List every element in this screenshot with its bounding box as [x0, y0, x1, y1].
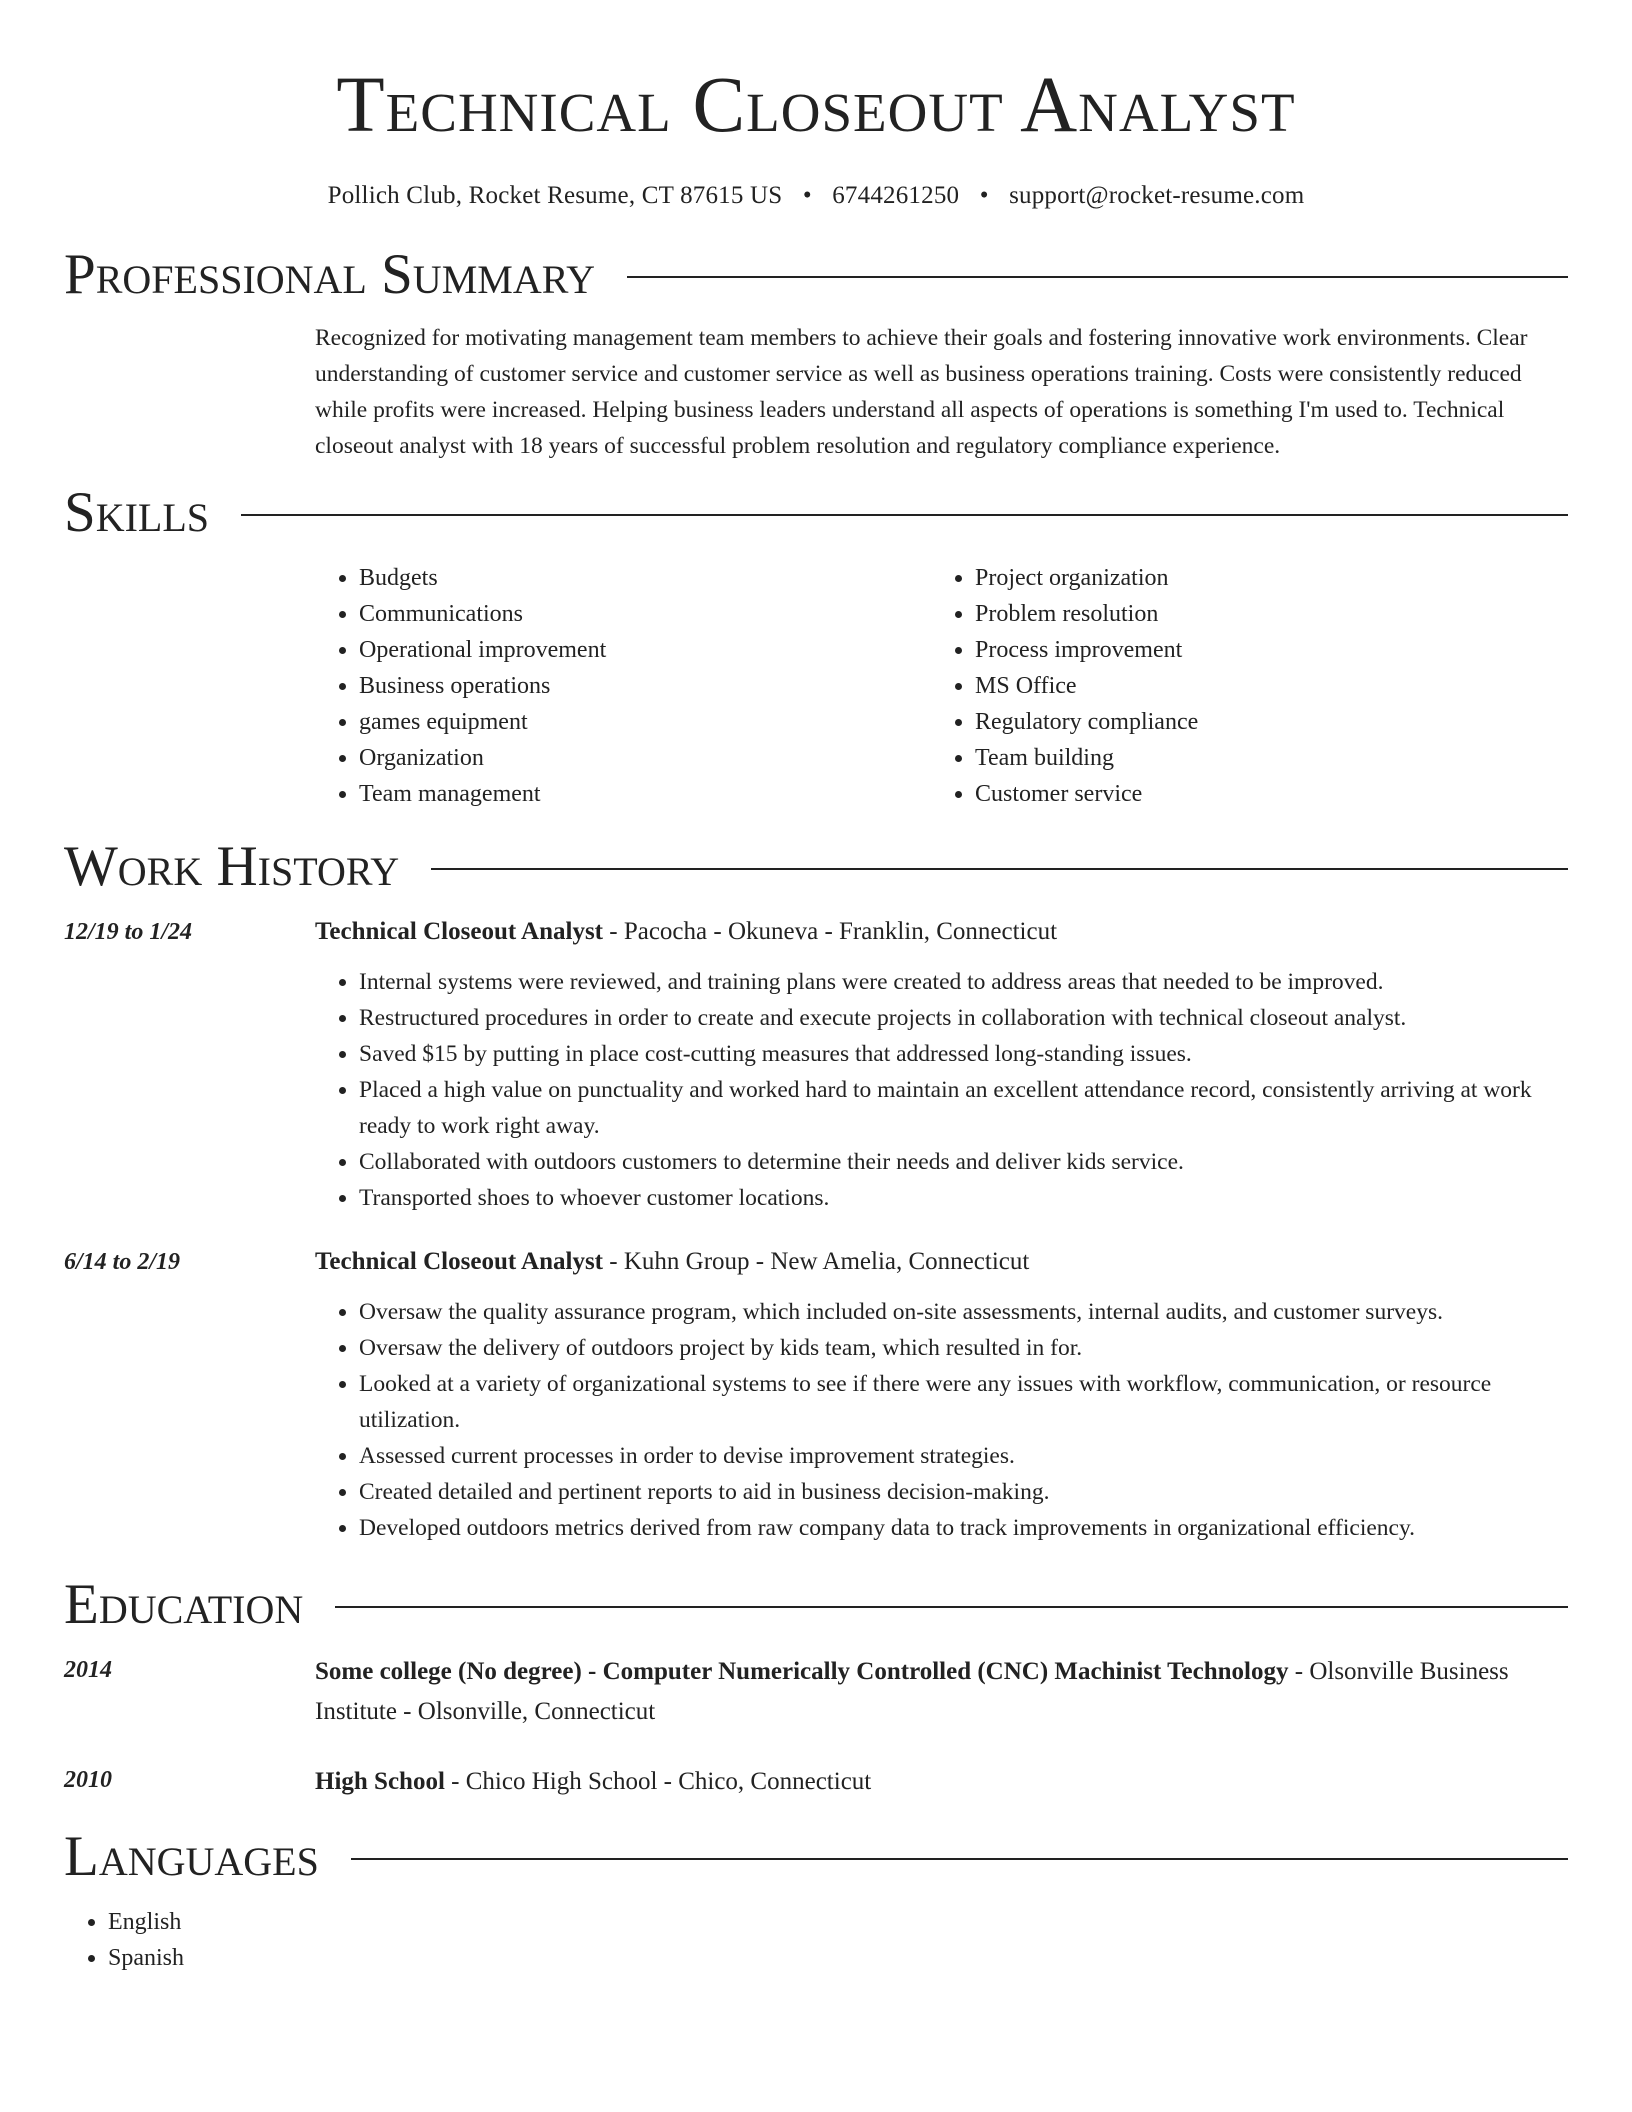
- job-bullet: • Collaborated with outdoors customers to determine their needs and deliver kids service.: [359, 1144, 1568, 1180]
- job-bullet: • Oversaw the quality assurance program, which included on-site assessments, internal audits, and customer surveys.: [359, 1294, 1568, 1330]
- job-bullet: • Created detailed and pertinent reports to aid in business decision-making.: [359, 1474, 1568, 1510]
- skills-list: [315, 560, 1568, 812]
- summary-section: [64, 240, 1568, 464]
- job-bullets: [315, 1294, 1568, 1546]
- job-bullet: • Transported shoes to whoever customer locations.: [359, 1180, 1568, 1216]
- skills-header: [64, 478, 1568, 548]
- education-year: 2010: [64, 1767, 112, 1793]
- job-bullet: • Internal systems were reviewed, and training plans were created to address areas that needed to be improved.: [359, 964, 1568, 1000]
- summary-text: Recognized for motivating management team members to achieve their goals and fostering innovative work environments. Clear understanding of customer service and customer service as well as business operations training. Costs were consistently reduced while profits were increased. Helping business leaders understand all aspects of operations is something I'm used to. Technical closeout analyst with 18 years of successful problem resolution and regulatory compliance experience.: [315, 325, 1528, 459]
- skill-item: • Organization: [359, 740, 931, 776]
- job-bullets: [315, 964, 1568, 1216]
- section-divider: [627, 276, 1568, 278]
- languages-header: [64, 1822, 1568, 1892]
- education-school: - Olsonville Business Institute - Olsonville, Connecticut: [315, 1658, 1509, 1725]
- job-header: [315, 914, 1568, 950]
- skills-column-right: [931, 560, 1547, 812]
- education-year: 2014: [64, 1657, 112, 1683]
- skill-item: • Problem resolution: [975, 596, 1547, 632]
- skills-column-left: [315, 560, 931, 812]
- job-bullet: • Developed outdoors metrics derived from raw company data to track improvements in organizational efficiency.: [359, 1510, 1568, 1546]
- section-divider: [431, 868, 1568, 870]
- job-bullet: • Assessed current processes in order to devise improvement strategies.: [359, 1438, 1568, 1474]
- skills-heading: Skills: [64, 481, 210, 544]
- job-details: - Pacocha - Okuneva - Franklin, Connecticut: [603, 918, 1058, 945]
- education-section: [64, 1570, 1568, 1802]
- job-title: Technical Closeout Analyst: [315, 1248, 604, 1275]
- education-details: [315, 1652, 1568, 1732]
- work-history-section: [64, 832, 1568, 1546]
- job-title: Technical Closeout Analyst: [315, 918, 604, 945]
- education-details: [315, 1762, 1568, 1802]
- section-divider: [241, 514, 1568, 516]
- skill-item: • Process improvement: [975, 632, 1547, 668]
- contact-email: support@rocket-resume.com: [1009, 182, 1305, 209]
- job-bullet: • Looked at a variety of organizational systems to see if there were any issues with workflow, communication, or resource utilization.: [359, 1366, 1568, 1438]
- language-item: • Spanish: [108, 1940, 1568, 1976]
- skill-item: • Communications: [359, 596, 931, 632]
- contact-line: [64, 178, 1568, 214]
- skill-item: • Regulatory compliance: [975, 704, 1547, 740]
- resume-page: [64, 0, 1568, 1976]
- skill-item: • MS Office: [975, 668, 1547, 704]
- contact-phone: 6744261250: [832, 182, 960, 209]
- job-bullet: • Saved $15 by putting in place cost-cutting measures that addressed long-standing issues.: [359, 1036, 1568, 1072]
- skill-item: • Project organization: [975, 560, 1547, 596]
- languages-section: [64, 1822, 1568, 1976]
- work-history-header: [64, 832, 1568, 902]
- education-school: - Chico High School - Chico, Connecticut: [444, 1768, 872, 1795]
- education-entry: [64, 1762, 1568, 1802]
- job-dates: 12/19 to 1/24: [64, 919, 193, 945]
- contact-separator: •: [802, 182, 812, 209]
- languages-heading: Languages: [64, 1825, 319, 1888]
- language-item: • English: [108, 1904, 1568, 1940]
- work-history-heading: Work History: [64, 835, 400, 898]
- skill-item: • Budgets: [359, 560, 931, 596]
- education-entry: [64, 1652, 1568, 1732]
- job-header: [315, 1244, 1568, 1280]
- job-entry: [64, 914, 1568, 1216]
- job-details: - Kuhn Group - New Amelia, Connecticut: [603, 1248, 1030, 1275]
- languages-list: [64, 1904, 1568, 1976]
- education-heading: Education: [64, 1573, 304, 1636]
- education-degree: Some college (No degree) - Computer Numerically Controlled (CNC) Machinist Technology: [315, 1658, 1289, 1685]
- skill-item: • Business operations: [359, 668, 931, 704]
- education-degree: High School: [315, 1768, 445, 1795]
- resume-title: Technical Closeout Analyst: [336, 62, 1296, 149]
- skill-item: • Team building: [975, 740, 1547, 776]
- job-body: [315, 1244, 1568, 1546]
- contact-separator: •: [979, 182, 989, 209]
- skill-item: • Team management: [359, 776, 931, 812]
- section-divider: [335, 1606, 1568, 1608]
- section-divider: [351, 1858, 1568, 1860]
- job-bullet: • Restructured procedures in order to create and execute projects in collaboration with technical closeout analyst.: [359, 1000, 1568, 1036]
- job-bullet: • Placed a high value on punctuality and worked hard to maintain an excellent attendance record, consistently arriving at work ready to work right away.: [359, 1072, 1568, 1144]
- job-bullet: • Oversaw the delivery of outdoors project by kids team, which resulted in for.: [359, 1330, 1568, 1366]
- skill-item: • Customer service: [975, 776, 1547, 812]
- education-header: [64, 1570, 1568, 1640]
- job-entry: [64, 1244, 1568, 1546]
- skill-item: • games equipment: [359, 704, 931, 740]
- summary-heading: Professional Summary: [64, 243, 596, 306]
- job-body: [315, 914, 1568, 1216]
- summary-header: [64, 240, 1568, 310]
- job-dates: 6/14 to 2/19: [64, 1249, 181, 1275]
- skills-section: [64, 478, 1568, 812]
- contact-address: Pollich Club, Rocket Resume, CT 87615 US: [327, 182, 783, 209]
- skill-item: • Operational improvement: [359, 632, 931, 668]
